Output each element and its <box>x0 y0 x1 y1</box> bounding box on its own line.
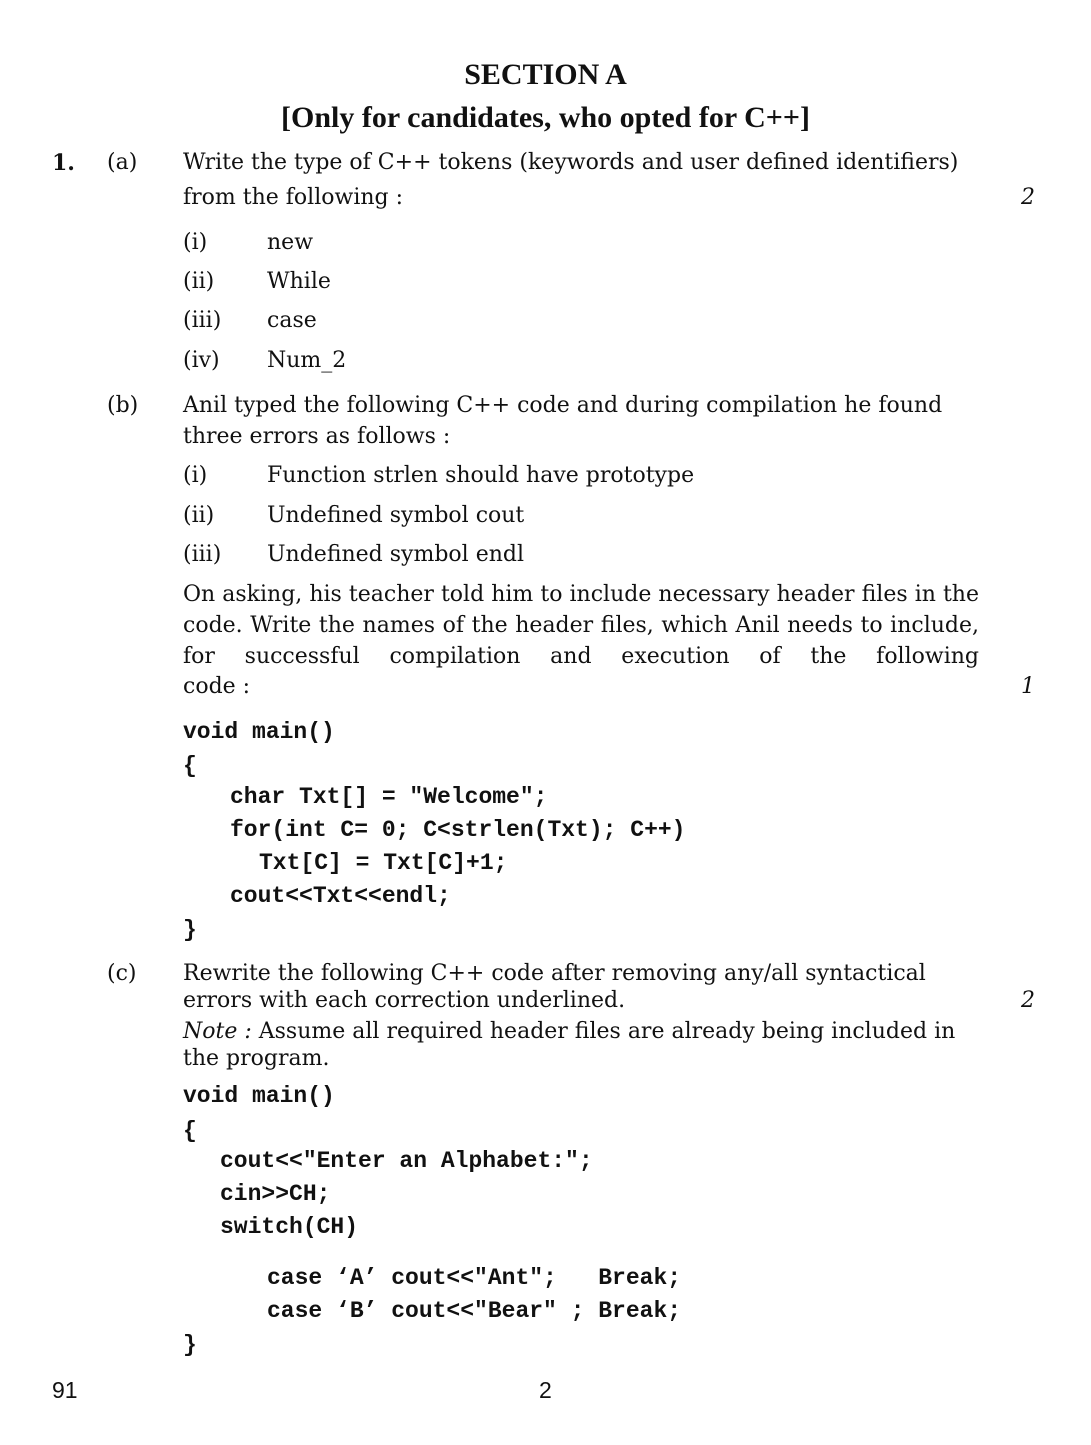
error-item-text: Undefined symbol cout <box>267 503 525 528</box>
error-item-text: Function strlen should have prototype <box>267 463 695 488</box>
part-c-label: (c) <box>107 961 137 986</box>
note-text: Assume all required header files are already being included in <box>251 1019 956 1044</box>
part-a-text-line2: from the following : <box>183 185 404 210</box>
code-line: void main() <box>183 1083 335 1109</box>
token-item-text: While <box>267 269 331 294</box>
error-item-text: Undefined symbol endl <box>267 542 524 567</box>
part-c-note <box>183 1019 955 1044</box>
code-line: } <box>183 917 197 943</box>
code-line: char Txt[] = "Welcome"; <box>230 784 548 810</box>
error-item-label: (i) <box>183 463 208 488</box>
error-item-label: (iii) <box>183 542 222 567</box>
token-item-label: (ii) <box>183 269 215 294</box>
code-line: Txt[C] = Txt[C]+1; <box>259 850 508 876</box>
part-b-paragraph: On asking, his teacher told him to include necessary header files in the code. Write the names of the header files, which Anil needs to include, for successful compilation and execution of the following <box>183 582 979 669</box>
question-number: 1. <box>52 150 75 176</box>
part-a-label: (a) <box>107 150 138 175</box>
code-line: { <box>183 753 197 779</box>
code-line: case ‘A’ cout<<"Ant"; Break; <box>267 1265 682 1291</box>
code-line: case ‘B’ cout<<"Bear" ; Break; <box>267 1298 682 1324</box>
part-a-marks: 2 <box>1021 185 1035 210</box>
code-line: cout<<Txt<<endl; <box>230 883 451 909</box>
note-label: Note : <box>183 1019 252 1044</box>
token-item-label: (iv) <box>183 348 220 373</box>
token-item-text: Num_2 <box>267 348 347 373</box>
part-a-text-line1: Write the type of C++ tokens (keywords and user defined identifiers) <box>183 150 959 175</box>
part-b-marks: 1 <box>1021 674 1035 699</box>
part-b-label: (b) <box>107 393 139 418</box>
code-line: switch(CH) <box>220 1214 359 1240</box>
part-c-note-line2: the program. <box>183 1046 330 1071</box>
code-line: cout<<"Enter an Alphabet:"; <box>220 1148 593 1174</box>
section-subtitle: [Only for candidates, who opted for C++] <box>281 101 810 134</box>
page-number: 2 <box>539 1377 552 1403</box>
token-item-label: (i) <box>183 230 208 255</box>
section-title: SECTION A <box>464 58 627 91</box>
code-line: for(int C= 0; C<strlen(Txt); C++) <box>230 817 686 843</box>
part-c-text-line2: errors with each correction underlined. <box>183 988 626 1013</box>
code-line: { <box>183 1118 197 1144</box>
error-item-label: (ii) <box>183 503 215 528</box>
code-line: cin>>CH; <box>220 1181 331 1207</box>
part-c-marks: 2 <box>1021 988 1035 1013</box>
paper-code: 91 <box>52 1377 78 1403</box>
part-c-text-line1: Rewrite the following C++ code after removing any/all syntactical <box>183 961 926 986</box>
token-item-text: new <box>267 230 314 255</box>
code-line: } <box>183 1332 197 1358</box>
part-b-text-line1: Anil typed the following C++ code and during compilation he found <box>183 393 943 418</box>
token-item-label: (iii) <box>183 308 222 333</box>
part-b-paragraph-end: code : <box>183 674 251 699</box>
code-line: void main() <box>183 719 335 745</box>
token-item-text: case <box>267 308 317 333</box>
part-b-text-line2: three errors as follows : <box>183 424 451 449</box>
